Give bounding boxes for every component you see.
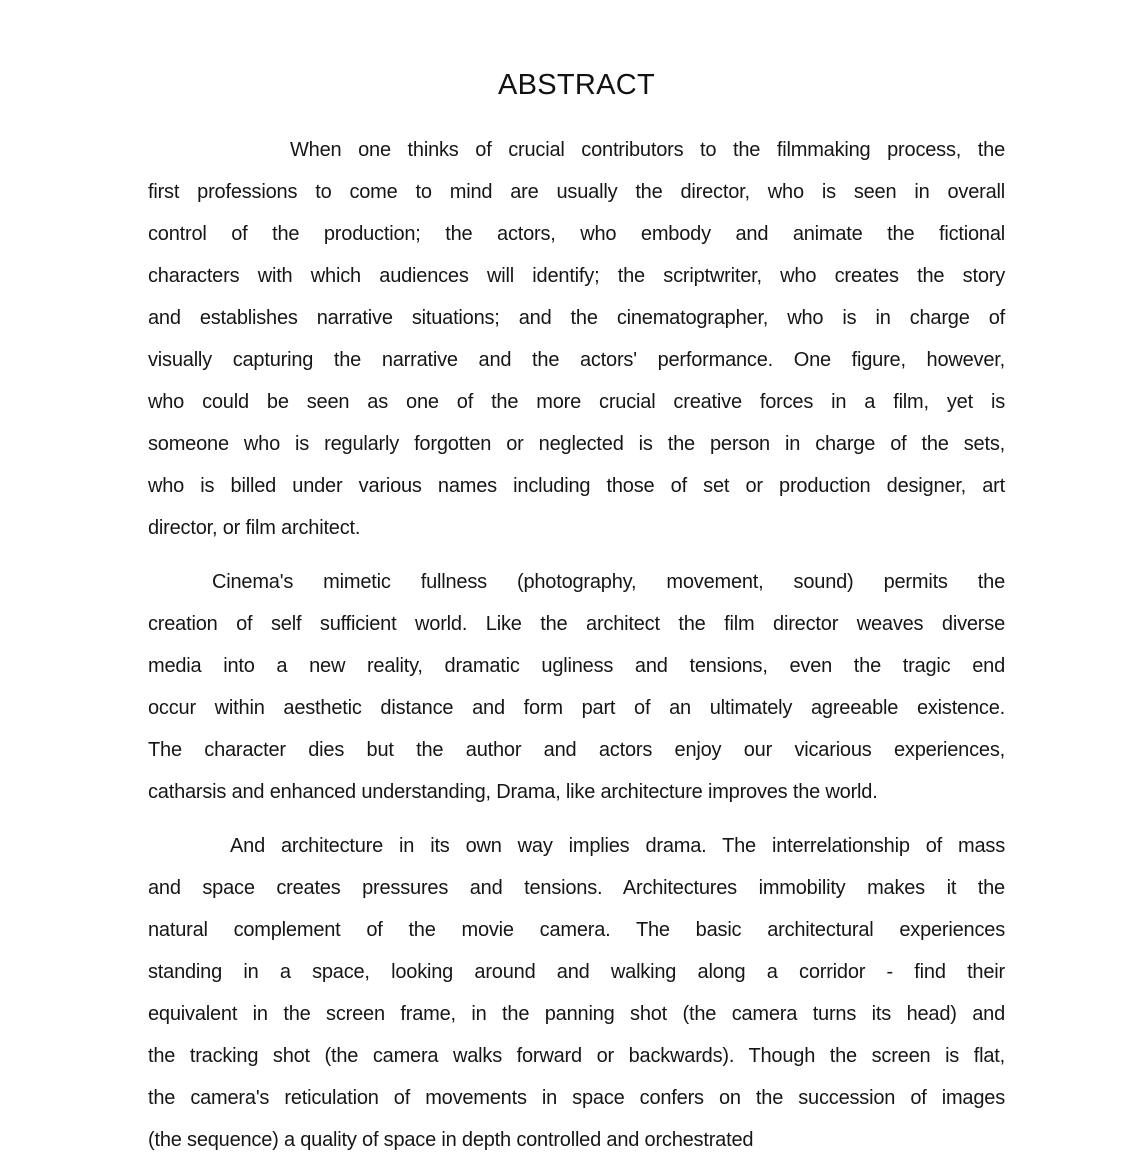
document-page (148, 0, 1005, 1161)
text-line: characters with which audiences will identify; the scriptwriter, who creates the story (148, 265, 1005, 287)
text-line: and establishes narrative situations; and the cinematographer, who is in charge of (148, 307, 1005, 329)
text-line: creation of self sufficient world. Like the architect the film director weaves diverse (148, 613, 1005, 635)
text-line: the camera's reticulation of movements in space confers on the succession of images (148, 1087, 1005, 1109)
text-line: Cinema's mimetic fullness (photography, movement, sound) permits the (212, 571, 1005, 593)
text-line: When one thinks of crucial contributors to the filmmaking process, the (290, 139, 1005, 161)
text-line: standing in a space, looking around and walking along a corridor - find their (148, 961, 1005, 983)
text-line: visually capturing the narrative and the actors' performance. One figure, however, (148, 349, 1005, 371)
text-line: natural complement of the movie camera. The basic architectural experiences (148, 919, 1005, 941)
text-line: control of the production; the actors, who embody and animate the fictional (148, 223, 1005, 245)
text-line: catharsis and enhanced understanding, Drama, like architecture improves the world. (148, 781, 878, 803)
text-line: and space creates pressures and tensions. Architectures immobility makes it the (148, 877, 1005, 899)
abstract-paragraph-3 (148, 825, 1005, 1161)
page-title: ABSTRACT (497, 69, 656, 101)
abstract-paragraph-1 (148, 129, 1005, 549)
text-line: someone who is regularly forgotten or neglected is the person in charge of the sets, (148, 433, 1005, 455)
text-line: And architecture in its own way implies drama. The interrelationship of mass (230, 835, 1005, 857)
text-line: equivalent in the screen frame, in the panning shot (the camera turns its head) and (148, 1003, 1005, 1025)
text-line: (the sequence) a quality of space in depth controlled and orchestrated (148, 1129, 754, 1151)
text-line: who could be seen as one of the more crucial creative forces in a film, yet is (148, 391, 1005, 413)
text-line: who is billed under various names including those of set or production designer, art (148, 475, 1005, 497)
text-line: the tracking shot (the camera walks forward or backwards). Though the screen is flat, (148, 1045, 1005, 1067)
text-line: first professions to come to mind are usually the director, who is seen in overall (148, 181, 1005, 203)
abstract-body (148, 129, 1005, 1161)
text-line: media into a new reality, dramatic ugliness and tensions, even the tragic end (148, 655, 1005, 677)
text-line: occur within aesthetic distance and form part of an ultimately agreeable existence. (148, 697, 1005, 719)
abstract-paragraph-2 (148, 561, 1005, 813)
text-line: director, or film architect. (148, 517, 361, 539)
text-line: The character dies but the author and actors enjoy our vicarious experiences, (148, 739, 1005, 761)
